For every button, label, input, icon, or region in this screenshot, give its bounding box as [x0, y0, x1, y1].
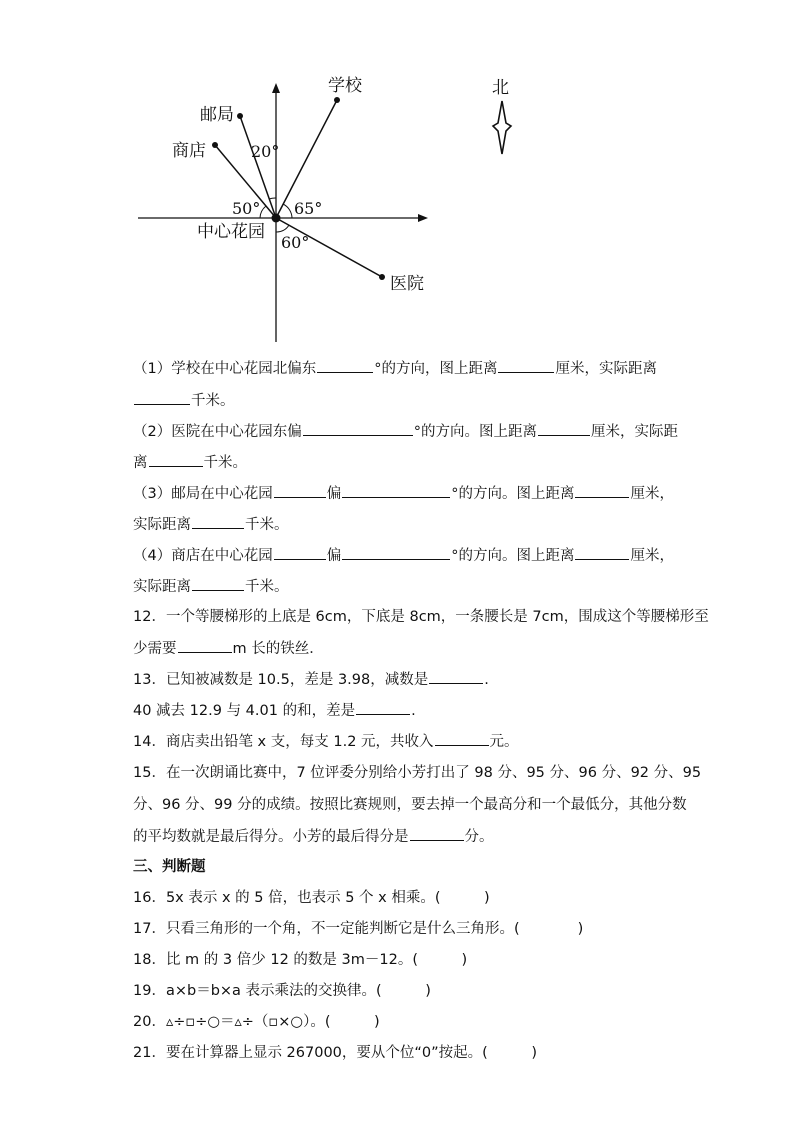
q12-text-c: m 长的铁丝． — [232, 641, 324, 657]
q16-line — [133, 888, 773, 908]
answer-blank[interactable] — [274, 483, 326, 498]
q21-text: 21．要在计算器上显示 267000，要从个位“0”按起。( ) — [133, 1045, 537, 1061]
label-angle-50: 50° — [232, 199, 261, 218]
q17-line — [133, 919, 773, 939]
q11-part1-text-d: 千米。 — [191, 393, 235, 409]
q13-text-a: 13．已知被减数是 10.5，差是 3.98，减数是 — [133, 672, 429, 688]
q12-line1 — [133, 607, 773, 627]
q21-line — [133, 1043, 773, 1063]
q11-part3-text-c: °的方向。图上距离 — [451, 486, 575, 502]
q13-line1 — [133, 669, 773, 690]
q15-text-b: 分、96 分、99 分的成绩。按照比赛规则，要去掉一个最高分和一个最低分，其他分数 — [133, 797, 687, 813]
q11-part4-text-e: 实际距离 — [133, 579, 191, 595]
q11-part4-text-b: 偏 — [326, 548, 342, 564]
q15-line2 — [133, 795, 773, 815]
q11-part2-text-b: °的方向。图上距离 — [413, 424, 537, 440]
answer-blank[interactable] — [435, 731, 489, 746]
q20-line — [133, 1012, 773, 1032]
q11-part3-text-b: 偏 — [326, 486, 342, 502]
label-angle-60: 60° — [281, 233, 310, 252]
label-shop: 商店 — [172, 141, 206, 161]
q11-part2-text-a: （2）医院在中心花园东偏 — [133, 424, 302, 440]
q15-text-d: 分。 — [464, 829, 494, 845]
arc-50 — [260, 206, 266, 218]
q11-part4-text-c: °的方向。图上距离 — [451, 548, 575, 564]
q11-part1-line2 — [133, 390, 773, 411]
north-label: 北 — [492, 78, 509, 98]
dot-school — [334, 97, 340, 103]
answer-blank[interactable] — [134, 390, 190, 405]
q17-text: 17．只看三角形的一个角，不一定能判断它是什么三角形。( ) — [133, 921, 584, 937]
q18-text: 18．比 m 的 3 倍少 12 的数是 3m－12。( ) — [133, 952, 468, 968]
answer-blank[interactable] — [575, 545, 629, 560]
arc-20 — [269, 198, 276, 199]
q20-text: 20．▵÷▫÷○＝▵÷（▫×○）。( ) — [133, 1014, 380, 1030]
section-title: 三、判断题 — [133, 859, 206, 875]
q13-line2 — [133, 700, 773, 721]
answer-blank[interactable] — [498, 358, 554, 373]
q14-line — [133, 731, 773, 752]
answer-blank[interactable] — [342, 545, 450, 560]
q11-part2-text-e: 千米。 — [203, 455, 247, 471]
q11-part4-line2 — [133, 576, 773, 597]
arc-60 — [276, 225, 289, 232]
q11-part3-text-e: 实际距离 — [133, 517, 191, 533]
label-school: 学校 — [328, 76, 362, 96]
section-heading — [133, 857, 773, 877]
answer-blank[interactable] — [274, 545, 326, 560]
label-angle-65: 65° — [294, 199, 323, 218]
q11-part2-text-c: 厘米，实际距 — [590, 424, 678, 440]
q11-part2-text-d: 离 — [133, 455, 148, 471]
label-angle-20: 20° — [251, 142, 280, 161]
q11-part3-text-a: （3）邮局在中心花园 — [133, 486, 273, 502]
answer-blank[interactable] — [149, 452, 203, 467]
q11-part1-text-a: （1）学校在中心花园北偏东 — [133, 361, 317, 377]
dot-hospital — [379, 274, 385, 280]
q12-text-a: 12．一个等腰梯形的上底是 6cm，下底是 8cm，一条腰长是 7cm，围成这个等腰梯形至 — [133, 609, 709, 625]
q13-text-d: . — [411, 703, 416, 719]
dot-center — [272, 214, 281, 223]
q11-part3-text-f: 千米。 — [245, 517, 289, 533]
north-compass-icon — [493, 101, 511, 154]
direction-diagram — [0, 0, 794, 350]
answer-blank[interactable] — [575, 483, 629, 498]
q11-part4-line1 — [133, 545, 773, 566]
q18-line — [133, 950, 773, 970]
q11-part1-text-b: °的方向，图上距离 — [374, 361, 498, 377]
q15-text-a: 15．在一次朗诵比赛中，7 位评委分别给小芳打出了 98 分、95 分、96 分、92 分、95 — [133, 765, 702, 781]
answer-blank[interactable] — [356, 700, 410, 715]
q11-part2-line2 — [133, 452, 773, 473]
answer-blank[interactable] — [429, 669, 483, 684]
q11-part2-line1 — [133, 421, 773, 442]
q16-text: 16．5x 表示 x 的 5 倍，也表示 5 个 x 相乘。( ) — [133, 890, 490, 906]
label-hospital: 医院 — [390, 274, 424, 294]
q11-part4-text-f: 千米。 — [245, 579, 289, 595]
q15-text-c: 的平均数就是最后得分。小芳的最后得分是 — [133, 829, 409, 845]
answer-blank[interactable] — [303, 421, 413, 436]
dot-shop — [212, 142, 218, 148]
answer-blank[interactable] — [178, 638, 232, 653]
answer-blank[interactable] — [342, 483, 450, 498]
q13-text-b: . — [484, 672, 489, 688]
dot-post-office — [237, 113, 243, 119]
q19-text: 19．a×b＝b×a 表示乘法的交换律。( ) — [133, 983, 431, 999]
q19-line — [133, 981, 773, 1001]
q11-part3-text-d: 厘米， — [630, 486, 674, 502]
answer-blank[interactable] — [538, 421, 590, 436]
answer-blank[interactable] — [192, 514, 244, 529]
q11-part1-text-c: 厘米，实际距离 — [555, 361, 657, 377]
label-center: 中心花园 — [197, 222, 265, 242]
answer-blank[interactable] — [192, 576, 244, 591]
q14-text-b: 元。 — [489, 734, 519, 750]
q11-part4-text-a: （4）商店在中心花园 — [133, 548, 273, 564]
q11-part4-text-d: 厘米， — [630, 548, 674, 564]
north-arrowhead — [272, 83, 280, 93]
east-arrowhead — [418, 214, 428, 222]
q11-part1-line1 — [133, 358, 773, 379]
q15-line1 — [133, 763, 773, 783]
q11-part3-line2 — [133, 514, 773, 535]
answer-blank[interactable] — [317, 358, 373, 373]
q12-text-b: 少需要 — [133, 641, 177, 657]
arc-65 — [283, 204, 292, 218]
q15-line3 — [133, 826, 773, 847]
answer-blank[interactable] — [410, 826, 464, 841]
q12-line2 — [133, 638, 773, 659]
q14-text-a: 14．商店卖出铅笔 x 支，每支 1.2 元，共收入 — [133, 734, 434, 750]
q11-part3-line1 — [133, 483, 773, 504]
q13-text-c: 40 减去 12.9 与 4.01 的和，差是 — [133, 703, 356, 719]
label-post-office: 邮局 — [200, 105, 234, 125]
